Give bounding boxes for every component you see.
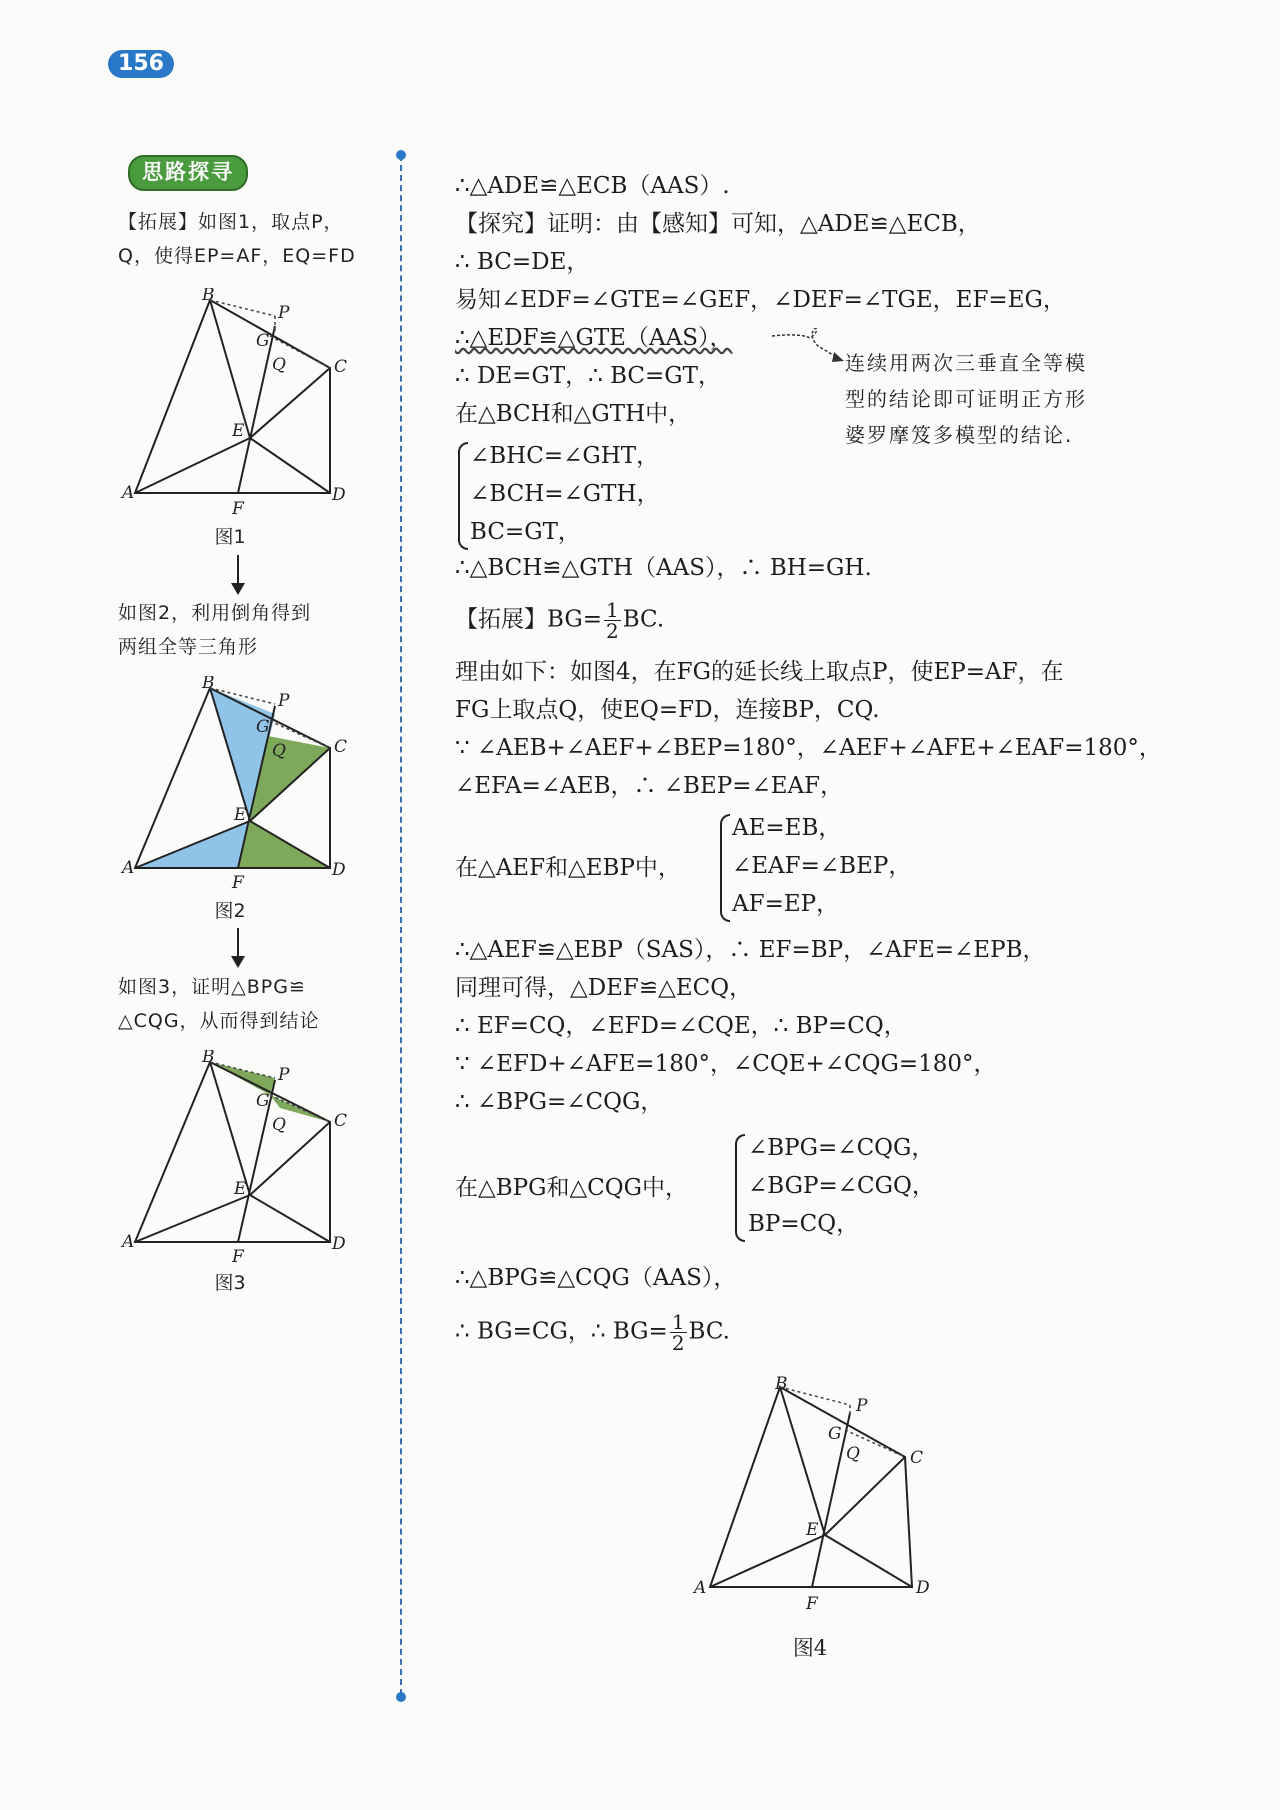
system3-row: ∠BPG=∠CQG， [748, 1135, 935, 1161]
figure-1 [120, 288, 360, 518]
label-A: A [122, 1232, 135, 1252]
brace [458, 442, 468, 550]
figure-1-caption: 图1 [214, 526, 246, 548]
label-A: A [694, 1578, 707, 1598]
proof-line: ∴ EF=CQ，∠EFD=∠CQE，∴ BP=CQ， [455, 1013, 907, 1039]
label-B: B [202, 1050, 215, 1067]
label-Q: Q [272, 741, 286, 761]
proof-line: ∴ BC=DE， [455, 249, 590, 275]
figure-2-caption: 图2 [214, 900, 246, 922]
label-D: D [916, 1578, 930, 1598]
label-C: C [334, 1111, 348, 1131]
label-Q: Q [272, 1115, 286, 1135]
brace [720, 814, 730, 922]
label-P: P [856, 1396, 868, 1416]
step1-line1: 【拓展】如图1，取点P， [118, 211, 344, 233]
label-B: B [775, 1375, 788, 1394]
step2-text [118, 596, 311, 664]
step3-line2: △CQG，从而得到结论 [118, 1010, 320, 1032]
label-E: E [806, 1520, 819, 1540]
proof-line: FG上取点Q，使EQ=FD，连接BP，CQ. [455, 697, 880, 723]
proof-line: ∴△AEF≌△EBP（SAS），∴ EF=BP，∠AFE=∠EPB， [455, 937, 1046, 963]
proof-line: ∴△ADE≌△ECB（AAS）. [455, 173, 730, 199]
label-F: F [232, 1247, 244, 1265]
conclusion-line [455, 1312, 730, 1353]
system2-row: ∠EAF=∠BEP， [732, 853, 912, 879]
label-G: G [256, 1091, 270, 1111]
label-Q: Q [846, 1444, 860, 1464]
system2-row: AF=EP， [732, 891, 840, 917]
figure-4 [690, 1375, 950, 1615]
expand-suffix: BC. [622, 606, 665, 633]
proof-line: ∴△BCH≌△GTH（AAS），∴ BH=GH. [455, 555, 872, 581]
step1-text [118, 205, 356, 273]
system1-row: ∠BHC=∠GHT， [470, 443, 660, 469]
note-line1: 连续用两次三垂直全等模 [845, 351, 1087, 375]
label-P: P [278, 691, 290, 711]
label-G: G [256, 331, 270, 351]
label-Q: Q [272, 355, 286, 375]
system2-row: AE=EB， [732, 815, 842, 841]
label-C: C [334, 737, 348, 757]
side-note [845, 345, 1135, 453]
divider-bottom-dot [396, 1692, 406, 1702]
figure-3-caption: 图3 [214, 1272, 246, 1294]
label-E: E [232, 421, 245, 441]
fraction [604, 600, 621, 641]
proof-line: ∵ ∠EFD+∠AFE=180°，∠CQE+∠CQG=180°， [455, 1051, 997, 1077]
figure-4-caption: 图4 [792, 1636, 828, 1660]
step1-line2: Q，使得EP=AF，EQ=FD [118, 245, 356, 267]
conclusion-suffix: BC. [688, 1318, 730, 1345]
label-B: B [202, 676, 215, 693]
label-F: F [232, 499, 244, 518]
label-B: B [202, 288, 215, 305]
fraction-denominator: 2 [605, 619, 619, 643]
label-D: D [332, 1234, 346, 1254]
figure-3 [120, 1050, 360, 1265]
proof-line: 在△BCH和△GTH中， [455, 401, 692, 427]
proof-line: 【探究】证明：由【感知】可知，△ADE≌△ECB， [455, 211, 981, 237]
label-D: D [332, 485, 346, 505]
label-A: A [122, 858, 135, 878]
fraction-numerator: 1 [605, 598, 619, 622]
label-F: F [232, 873, 244, 891]
label-P: P [278, 1065, 290, 1085]
step2-line2: 两组全等三角形 [118, 636, 259, 658]
label-G: G [256, 717, 270, 737]
label-D: D [332, 860, 346, 880]
page-number: 156 [108, 50, 174, 78]
label-E: E [234, 805, 247, 825]
arrow-down-icon [228, 928, 248, 970]
proof-line: 在△BPG和△CQG中， [455, 1175, 688, 1201]
fraction-numerator: 1 [671, 1310, 685, 1334]
note-line3: 婆罗摩笈多模型的结论. [845, 423, 1074, 447]
proof-line: 易知∠EDF=∠GTE=∠GEF，∠DEF=∠TGE，EF=EG， [455, 287, 1066, 313]
expand-prefix: 【拓展】BG= [455, 606, 602, 633]
system1-row: ∠BCH=∠GTH， [470, 481, 660, 507]
system1-row: BC=GT， [470, 519, 581, 545]
proof-line: ∴ ∠BPG=∠CQG， [455, 1089, 664, 1115]
proof-line: ∴ DE=GT，∴ BC=GT， [455, 363, 722, 389]
label-C: C [910, 1448, 924, 1468]
figure-2 [120, 676, 360, 891]
label-P: P [278, 303, 290, 323]
note-line2: 型的结论即可证明正方形 [845, 387, 1087, 411]
label-G: G [828, 1424, 842, 1444]
proof-line: ∠EFA=∠AEB，∴ ∠BEP=∠EAF， [455, 773, 844, 799]
proof-line-underlined: ∴△EDF≌△GTE（AAS）， [455, 325, 733, 351]
fraction [670, 1312, 687, 1353]
step3-text [118, 970, 320, 1038]
step2-line1: 如图2，利用倒角得到 [118, 602, 312, 624]
step3-line1: 如图3，证明△BPG≌ [118, 976, 306, 998]
proof-line: 理由如下：如图4，在FG的延长线上取点P，使EP=AF，在 [455, 659, 1064, 685]
arrow-down-icon [228, 555, 248, 597]
section-badge: 思路探寻 [128, 155, 248, 191]
proof-line: 在△AEF和△EBP中， [455, 855, 681, 881]
expand-line [455, 600, 664, 641]
brace [735, 1134, 745, 1242]
label-C: C [334, 357, 348, 377]
note-arrow-icon [770, 328, 850, 368]
conclusion-prefix: ∴ BG=CG，∴ BG= [455, 1318, 668, 1345]
fraction-denominator: 2 [671, 1331, 685, 1355]
proof-line: 同理可得，△DEF≌△ECQ， [455, 975, 753, 1001]
label-F: F [806, 1594, 818, 1614]
label-E: E [234, 1179, 247, 1199]
proof-line: ∴△BPG≌△CQG（AAS）， [455, 1265, 737, 1291]
proof-line: ∵ ∠AEB+∠AEF+∠BEP=180°，∠AEF+∠AFE+∠EAF=180°， [455, 735, 1162, 761]
label-A: A [122, 483, 135, 503]
system3-row: BP=CQ， [748, 1211, 860, 1237]
divider-top-dot [396, 150, 406, 160]
column-divider [400, 155, 402, 1695]
system3-row: ∠BGP=∠CGQ， [748, 1173, 935, 1199]
